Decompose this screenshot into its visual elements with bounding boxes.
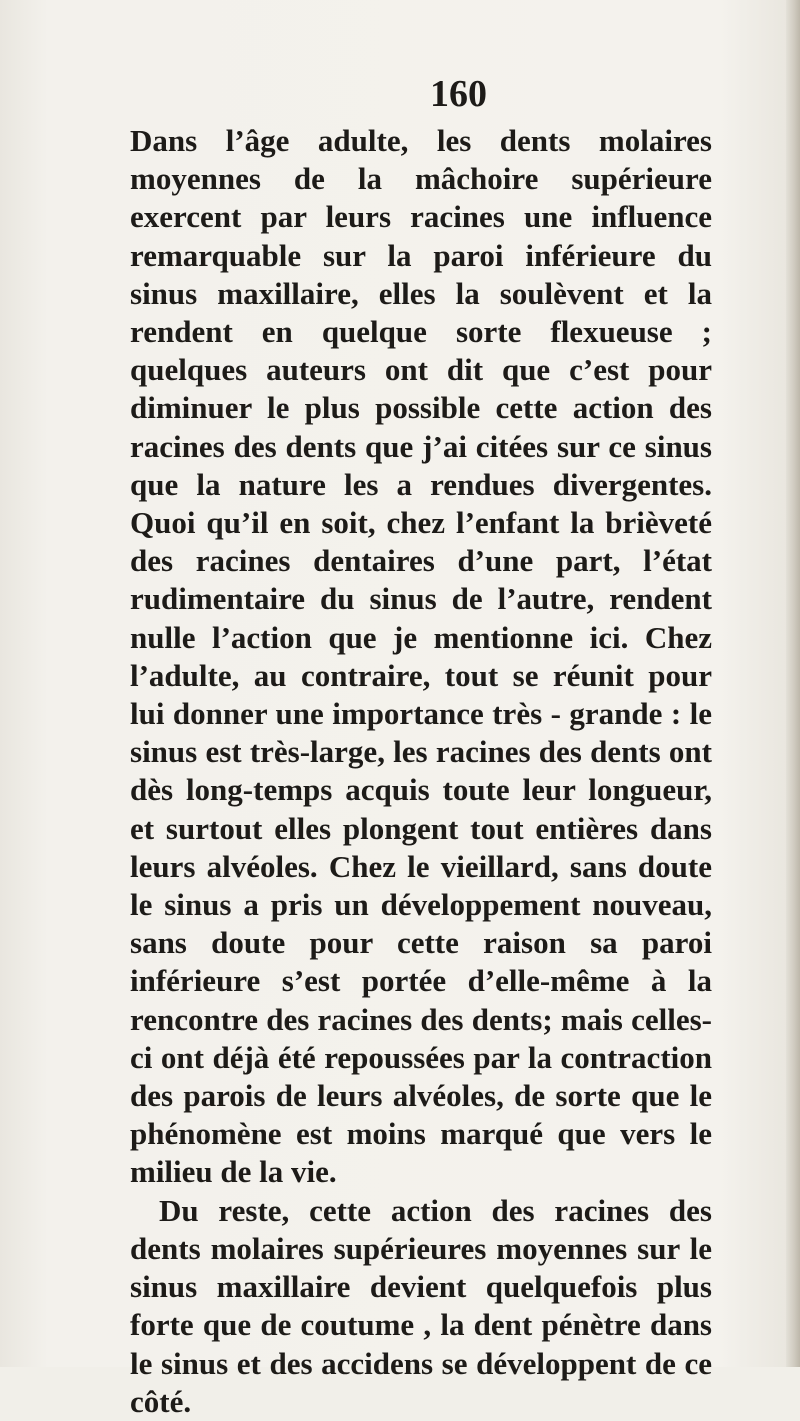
page-edge-shadow	[786, 0, 800, 1367]
paragraph-2: Du reste, cette action des racines des dents molaires supérieures moyennes sur le sinus maxillaire devient quelquefois plus forte que de coutume , la dent pénètre dans le sinus et des accidens se développent de ce côté.	[130, 1192, 712, 1419]
page-number: 160	[430, 73, 487, 115]
paragraph-1: Dans l’âge adulte, les dents molaires moyennes de la mâchoire supérieure exercent par leurs racines une influence remarquable sur la paroi inférieure du sinus maxillaire, elles la soulèvent et la rendent en quelque sorte flexueuse ; quelques auteurs ont dit que c’est pour diminuer le plus possible cette action des racines des dents que j’ai citées sur ce sinus que la nature les a rendues divergentes. Quoi qu’il en soit, chez l’enfant la brièveté des racines dentaires d’une part, l’état rudimentaire du sinus de l’autre, rendent nulle l’action que je mentionne ici. Chez l’adulte, au contraire, tout se réunit pour lui donner une importance très - grande : le sinus est très-large, les racines des dents ont dès long-temps acquis toute leur longueur, et surtout elles plongent tout entières dans leurs alvéoles. Chez le vieillard, sans doute le sinus a pris un développement nouveau, sans doute pour cette raison sa paroi inférieure s’est portée d’elle-même à la rencontre des racines des dents; mais celles-ci ont déjà été repoussées par la contraction des parois de leurs alvéoles, de sorte que le phénomène est moins marqué que vers le milieu de la vie.	[130, 123, 712, 1190]
body-text	[130, 122, 712, 1421]
